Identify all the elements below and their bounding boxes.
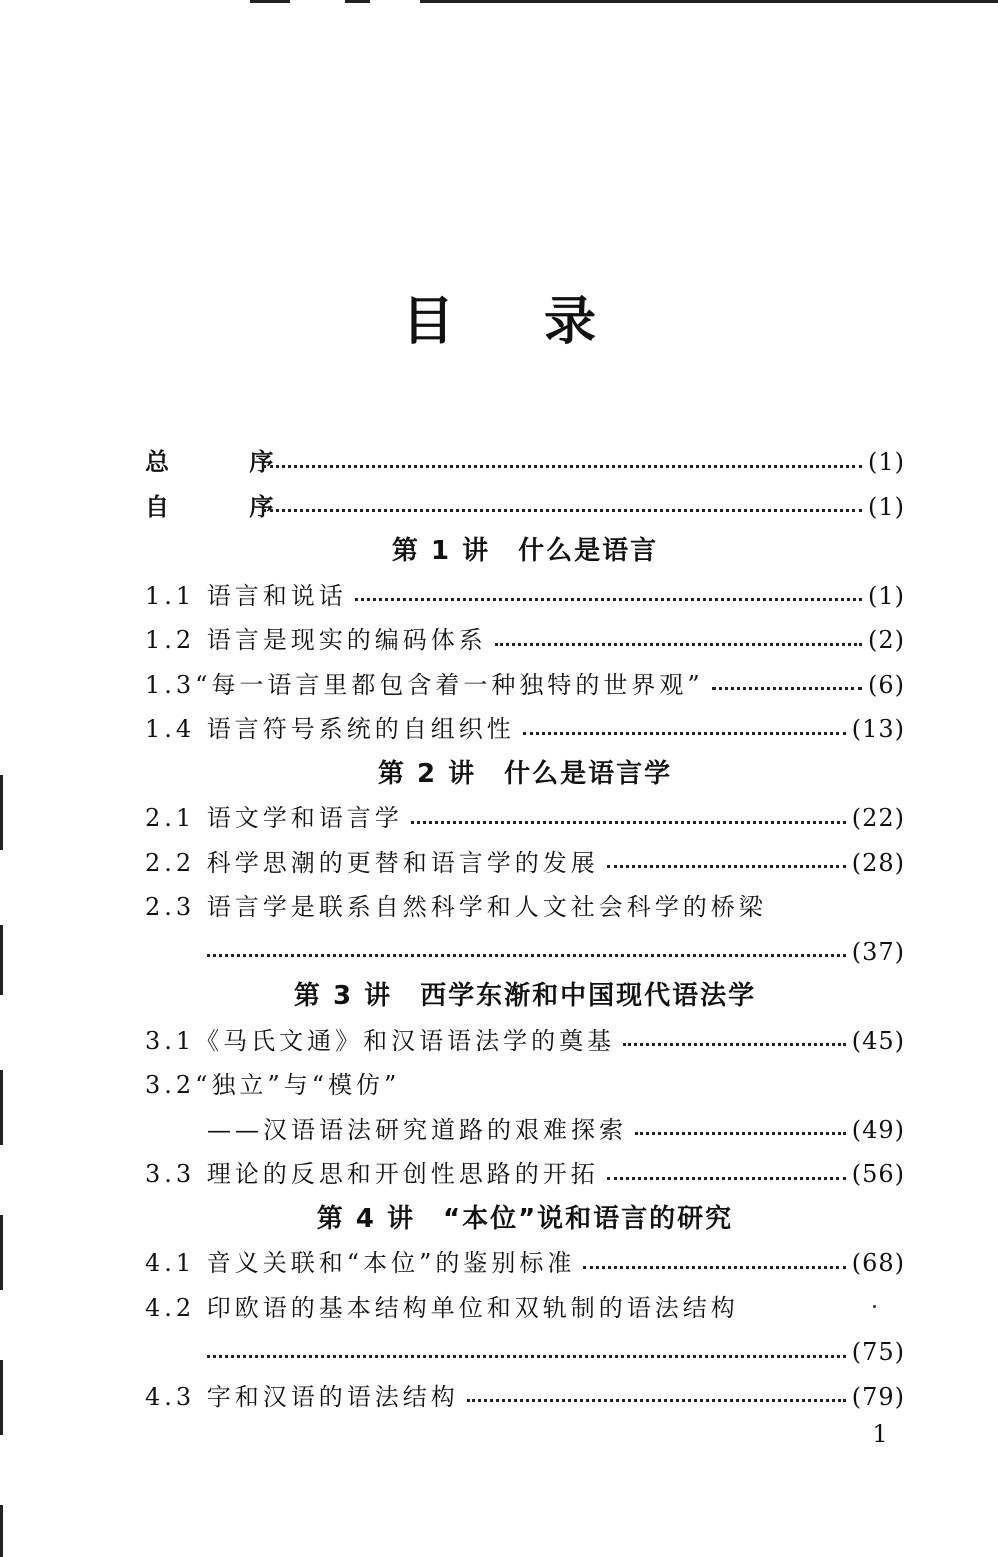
lecture-number: 第 2 讲 — [377, 758, 477, 789]
toc-entry-page: (56) — [851, 1160, 905, 1188]
dot-leader — [623, 1043, 846, 1046]
toc-entry-label: 2.2 科学思潮的更替和语言学的发展 — [145, 848, 599, 877]
toc-entry-label: 4.1 音义关联和“本位”的鉴别标准 — [145, 1249, 576, 1277]
toc-entry[interactable] — [145, 885, 905, 930]
toc-entry-label: 4.2 印欧语的基本结构单位和双轨制的语法结构 — [145, 1293, 739, 1322]
toc-entry-page: (37) — [851, 937, 905, 966]
toc-entry-page: (28) — [851, 848, 905, 877]
dot-leader — [712, 687, 862, 690]
toc-entry-label: 1.1 语言和说话 — [145, 581, 347, 610]
toc-entry-label: 2.1 语文学和语言学 — [145, 804, 403, 832]
toc-entry-page: (2) — [868, 626, 905, 654]
scan-edge-mark — [0, 925, 3, 995]
lecture-number: 第 1 讲 — [391, 536, 491, 566]
toc-entry-page: (6) — [868, 670, 905, 699]
toc-entry-page: (75) — [851, 1338, 905, 1366]
toc-entry-page: (1) — [868, 581, 905, 610]
dot-leader — [263, 465, 862, 468]
toc-entry[interactable] — [145, 707, 905, 752]
table-of-contents — [145, 440, 905, 1419]
scan-edge-mark — [0, 775, 3, 850]
toc-entry-continuation[interactable] — [145, 930, 905, 975]
toc-entry[interactable] — [145, 1241, 905, 1286]
toc-entry[interactable] — [145, 1286, 905, 1331]
lecture-title: 什么是语言 — [518, 536, 659, 566]
scan-edge-mark — [0, 1360, 3, 1435]
toc-entry-label: 3.3 理论的反思和开创性思路的开拓 — [145, 1160, 599, 1188]
toc-entry[interactable] — [145, 618, 905, 663]
toc-entry-page: (68) — [851, 1249, 905, 1277]
scan-edge-mark — [0, 1070, 3, 1145]
lecture-title: 什么是语言学 — [504, 758, 673, 789]
toc-entry-page: (45) — [851, 1026, 905, 1055]
scan-edge-mark — [0, 1215, 3, 1290]
toc-entry-label: 2.3 语言学是联系自然科学和人文社会科学的桥梁 — [145, 893, 767, 921]
toc-entry[interactable] — [145, 841, 905, 886]
lecture-heading-4[interactable] — [145, 1197, 905, 1242]
dot-leader — [207, 1355, 846, 1358]
toc-entry-author-preface[interactable] — [145, 485, 905, 530]
toc-entry[interactable] — [145, 1063, 905, 1108]
toc-entry-label: 4.3 字和汉语的语法结构 — [145, 1382, 459, 1411]
toc-entry[interactable] — [145, 1375, 905, 1420]
toc-entry-page: (22) — [851, 804, 905, 832]
scan-edge-mark — [0, 1505, 3, 1557]
lecture-number: 第 4 讲 — [316, 1203, 415, 1234]
toc-entry[interactable] — [145, 663, 905, 708]
toc-entry-page: (1) — [868, 492, 905, 521]
toc-entry-page: (13) — [851, 715, 905, 743]
scan-artifact-top — [250, 0, 998, 6]
toc-entry-sublabel: ——汉语语法研究道路的艰难探索 — [207, 1115, 627, 1144]
toc-entry-continuation[interactable] — [145, 1330, 905, 1375]
lecture-heading-2[interactable] — [145, 752, 905, 797]
toc-entry-label: 自 序 — [145, 492, 310, 521]
dot-leader — [411, 821, 846, 824]
page-title: 目 录 — [401, 292, 633, 352]
dot-leader — [607, 1177, 846, 1180]
toc-entry-label: 3.1《马氏文通》和汉语语法学的奠基 — [145, 1026, 616, 1055]
toc-entry[interactable] — [145, 1152, 905, 1197]
dot-leader — [207, 954, 846, 957]
scan-speck — [873, 1305, 876, 1308]
toc-entry-label: 总 序 — [145, 448, 310, 476]
dot-leader — [523, 732, 846, 735]
lecture-title: 西学东渐和中国现代语法学 — [420, 981, 757, 1011]
dot-leader — [467, 1399, 846, 1402]
toc-entry-label: 1.3“每一语言里都包含着一种独特的世界观” — [145, 670, 704, 699]
toc-entry-label: 1.2 语言是现实的编码体系 — [145, 626, 487, 654]
lecture-title: “本位”说和语言的研究 — [443, 1203, 734, 1234]
dot-leader — [635, 1132, 846, 1135]
toc-entry[interactable] — [145, 796, 905, 841]
lecture-heading-1[interactable] — [145, 529, 905, 574]
dot-leader — [607, 865, 846, 868]
toc-entry-continuation[interactable] — [145, 1108, 905, 1153]
toc-entry-page: (79) — [851, 1382, 905, 1411]
dot-leader — [495, 643, 862, 646]
toc-entry-label: 1.4 语言符号系统的自组织性 — [145, 715, 515, 743]
toc-entry[interactable] — [145, 1019, 905, 1064]
lecture-number: 第 3 讲 — [293, 981, 393, 1011]
toc-entry[interactable] — [145, 574, 905, 619]
toc-entry-page: (49) — [851, 1115, 905, 1144]
dot-leader — [355, 598, 862, 601]
dot-leader — [583, 1266, 845, 1269]
toc-entry-page: (1) — [868, 448, 905, 476]
page-number: 1 — [872, 1420, 888, 1448]
dot-leader — [263, 509, 862, 512]
lecture-heading-3[interactable] — [145, 974, 905, 1019]
toc-entry-general-preface[interactable] — [145, 440, 905, 485]
toc-entry-label: 3.2“独立”与“模仿” — [145, 1071, 401, 1099]
